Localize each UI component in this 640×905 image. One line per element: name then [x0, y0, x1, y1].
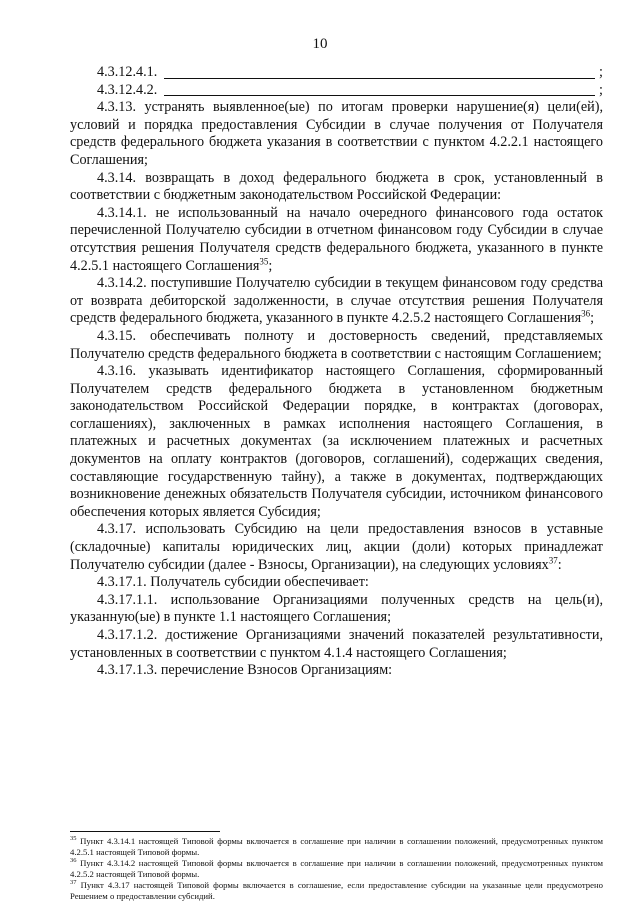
- clause-paragraph: 4.3.17. использовать Субсидию на цели предоставления взносов в уставные (складочные) капиталы юридических лиц, акции (доли) которых принадлежат Получателю субсидии (далее - Взносы, Организации), на следующих условиях$^{37}$:: [70, 521, 603, 573]
- clause-paragraph: 4.3.14.1. не использованный на начало очередного финансового года остаток перечисленной Получателю субсидии в отчетном финансовом году Субсидии в случае отсутствия решения Получателя средств федерального бюджета, указанного в пункте 4.2.5.1 настоящего Соглашения$^{35}$;: [70, 204, 603, 274]
- clause-end: ;: [599, 64, 603, 80]
- footnote-ref: 36: [581, 308, 591, 319]
- clause-paragraph: 4.3.14. возвращать в доход федерального бюджета в срок, установленный в соответствии с бюджетным законодательством Российской Федерации:: [70, 169, 603, 204]
- blank-clause: [70, 82, 603, 100]
- clause-paragraph: 4.3.17.1.1. использование Организациями полученных средств на цель(и), указанную(ые) в пункте 1.1 настоящего Соглашения;: [70, 591, 603, 626]
- footnotes: [70, 836, 603, 902]
- clause-paragraph: 4.3.13. устранять выявленное(ые) по итогам проверки нарушение(я) цели(ей), условий и порядка предоставления Субсидии в случае получения от Получателя средств федерального бюджета указания в соответствии с пунктом 4.2.2.1 настоящего Соглашения;: [70, 99, 603, 168]
- clause-paragraph: 4.3.17.1.2. достижение Организациями значений показателей результативности, установленных в соответствии с пунктом 4.1.4 настоящего Соглашения;: [70, 627, 603, 661]
- blank-clause: [70, 64, 603, 82]
- clause-paragraph: 4.3.17.1.3. перечисление Взносов Организациям:: [97, 662, 393, 679]
- clause-paragraph: 4.3.14.2. поступившие Получателю субсидии в текущем финансовом году средства от возврата дебиторской задолженности, в случае отсутствия решения Получателя средств федерального бюджета, указанного в пункте 4.2.5.2 настоящего Соглашения$^{36}$;: [70, 275, 603, 327]
- footnote-ref: 35: [259, 255, 269, 266]
- clause-end: ;: [599, 81, 603, 98]
- footnote-ref: 37: [548, 554, 558, 565]
- clause-number: 4.3.12.4.2.: [97, 81, 158, 98]
- footnote: $^{37}$ Пункт 4.3.17 настоящей Типовой формы включается в соглашение, если предоставление субсидии на указанные цели предусмотрено Решением о предоставлении субсидий.: [70, 879, 603, 901]
- fill-in-line: [164, 95, 595, 96]
- footnote: $^{36}$ Пункт 4.3.14.2 настоящей Типовой формы включается в соглашение при наличии в соглашении положений, предусмотренных пунктом 4.2.5.2 настоящей Типовой формы.: [70, 857, 604, 879]
- page-number: 10: [312, 36, 328, 52]
- fill-in-line: [164, 78, 595, 79]
- clause-paragraph: 4.3.16. указывать идентификатор настоящего Соглашения, сформированный Получателем средств федерального бюджета в установленном бюджетным законодательством Российской Федерации порядке, в контрактах (договорах, соглашениях), заключенных в рамках исполнения настоящего Соглашения, в платежных и расчетных документах (за исключением платежных и расчетных документов на оплату контрактов (договоров, соглашений), содержащих сведения, составляющие государственную тайну), а также в документах, подтверждающих возникновение денежных обязательств Получателя субсидии, источником финансового обеспечения которых является Субсидия;: [70, 363, 603, 520]
- clause-paragraph: 4.3.17.1. Получатель субсидии обеспечивает:: [97, 574, 369, 591]
- footnote-number: 37: [70, 879, 77, 887]
- footnote-divider: [70, 831, 220, 832]
- footnote-number: 35: [70, 835, 77, 843]
- clause-paragraph: 4.3.15. обеспечивать полноту и достоверность сведений, представляемых Получателю средств федерального бюджета в соответствии с настоящим Соглашением;: [70, 327, 603, 362]
- footnote: $^{35}$ Пункт 4.3.14.1 настоящей Типовой формы включается в соглашение при наличии в соглашении положений, предусмотренных пунктом 4.2.5.1 настоящей Типовой формы.: [70, 835, 604, 857]
- document-body: [70, 64, 603, 680]
- footnote-number: 36: [70, 857, 77, 865]
- clause-number: 4.3.12.4.1.: [97, 64, 158, 80]
